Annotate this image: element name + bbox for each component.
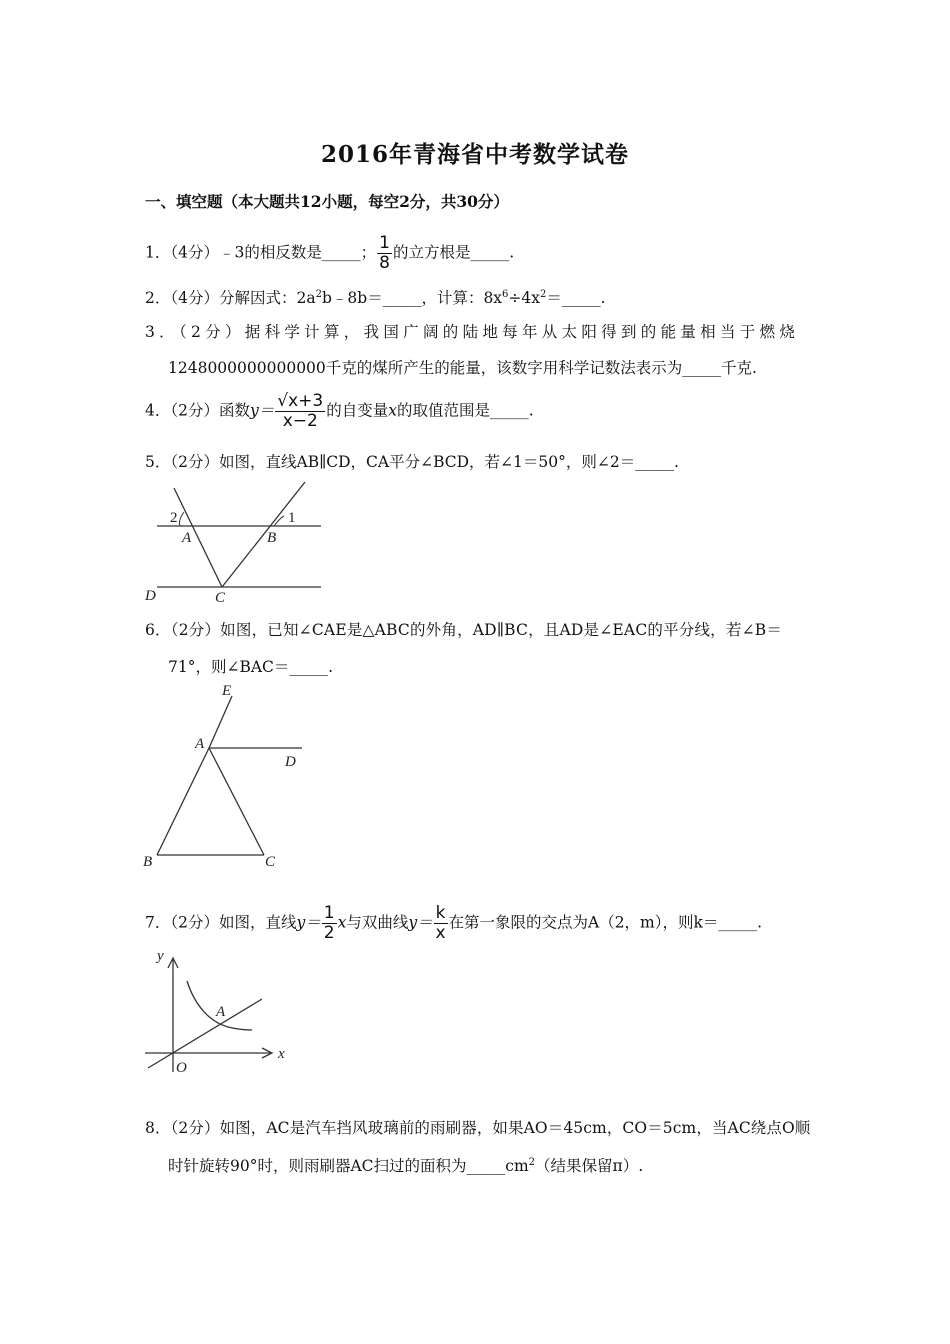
label-o: O	[176, 1060, 187, 1076]
figure-q6	[140, 680, 315, 875]
side-ac	[209, 748, 264, 855]
angle-2-arc	[180, 512, 185, 526]
label-y: y	[157, 948, 164, 964]
ray-ae	[209, 696, 232, 748]
question-3-line-1: 3．（2分）据科学计算，我国广阔的陆地每年从太阳得到的能量相当于燃烧	[145, 323, 800, 341]
question-3-line-2: 1248000000000000千克的煤所产生的能量，该数字用科学记数法表示为_____千克.	[168, 359, 757, 377]
label-a: A	[182, 530, 192, 546]
question-1: 1．（4分）﹣3的相反数是_____； $\frac{1}{8}$ 的立方根是_____.	[145, 233, 515, 273]
question-6-line-2: 71°，则∠BAC＝_____.	[168, 658, 334, 676]
side-ab	[157, 748, 209, 855]
angle-1-arc	[274, 516, 284, 526]
fraction-sqrt: $\frac{√x+3}{x-2}$	[277, 391, 324, 431]
label-a: A	[216, 1004, 226, 1020]
label-b: B	[267, 530, 277, 546]
label-a: A	[195, 736, 205, 752]
question-8-line-2: 时针旋转90°时，则雨刷器AC扫过的面积为$\_\_\_\_\_cm^2$（结果保留π）.	[168, 1156, 644, 1175]
label-2: 2	[170, 510, 178, 526]
question-8-line-1: 8．（2分）如图，AC是汽车挡风玻璃前的雨刷器，如果AO＝45cm，CO＝5cm，当AC绕点O顺	[145, 1119, 811, 1137]
fraction-1-2: $\frac{1}{2}$	[323, 903, 335, 943]
question-2: 2．（4分）分解因式：$2a^2b﹣8b=\_\_\_\_\_$，计算：$8x^6\div 4x^2=\_\_\_\_\_$.	[145, 288, 606, 307]
label-x: x	[278, 1046, 285, 1062]
page-title: 2016年青海省中考数学试卷	[320, 141, 629, 168]
section-heading: 一、填空题（本大题共12小题，每空2分，共30分）	[145, 192, 509, 211]
question-7: 7．（2分）如图，直线y＝ $\frac{1}{2}$ x与双曲线y＝ $\frac{k}{x}$ 在第一象限的交点为A（2，m），则k＝_____.	[145, 903, 763, 943]
label-c: C	[215, 590, 226, 606]
label-c: C	[265, 854, 276, 870]
figure-q7	[140, 944, 300, 1084]
label-d: D	[285, 754, 296, 770]
question-6-line-1: 6．（2分）如图，已知∠CAE是△ABC的外角，AD∥BC，且AD是∠EAC的平分线，若∠B＝	[145, 621, 783, 639]
fraction-k-x: $\frac{k}{x}$	[435, 903, 446, 943]
figure-q5	[140, 476, 330, 606]
line-y-half-x	[148, 999, 262, 1068]
label-1: 1	[288, 510, 296, 526]
question-5: 5．（2分）如图，直线AB∥CD，CA平分∠BCD，若∠1＝50°，则∠2＝_____.	[145, 453, 679, 471]
question-4: 4．（2分）函数y＝ $\frac{√x+3}{x-2}$ 的自变量x的取值范围是_____.	[145, 391, 534, 431]
label-b: B	[143, 854, 153, 870]
line-bc	[222, 482, 305, 587]
label-e: E	[222, 683, 232, 699]
fraction-1-8: $\frac{1}{8}$	[379, 233, 390, 273]
label-d: D	[145, 588, 156, 604]
